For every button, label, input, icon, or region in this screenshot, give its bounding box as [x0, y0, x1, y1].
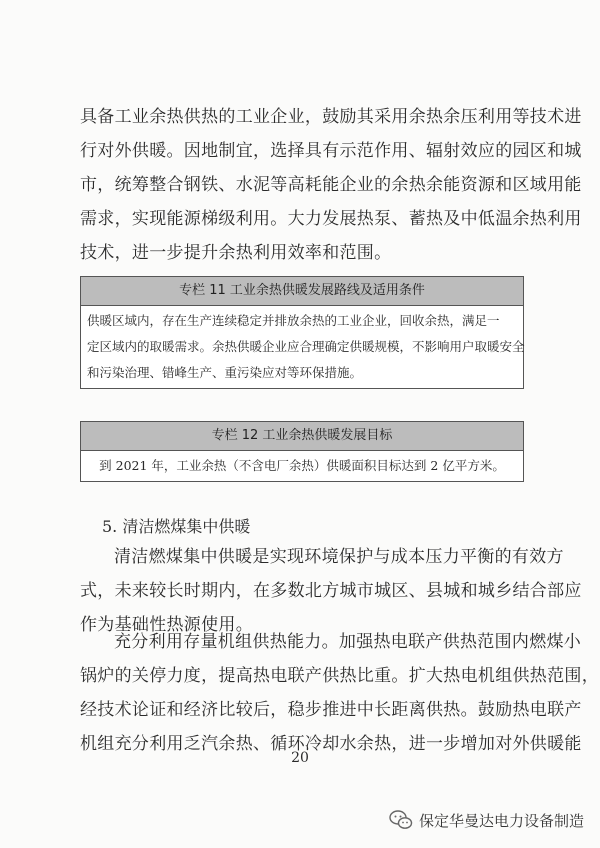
paragraph-existing-units: [80, 625, 599, 761]
box-line: 和污染治理、错峰生产、重污染应对等环保措施。: [87, 365, 363, 380]
page-number: 20: [291, 750, 309, 766]
paragraph-line: 机组充分利用乏汽余热、循环冷却水余热，进一步增加对外供暖能: [80, 734, 582, 754]
section-heading: 5. 清洁燃煤集中供暖: [102, 517, 251, 536]
column-box-12-header: 专栏 12 工业余热供暖发展目标: [81, 422, 523, 451]
paragraph-waste-heat: [80, 100, 582, 270]
wechat-icon: [389, 809, 413, 831]
column-box-11-body: [81, 306, 523, 388]
paragraph-line: 经技术论证和经济比较后，稳步推进中长距离供热。鼓励热电联产: [80, 700, 582, 720]
paragraph-line: 需求，实现能源梯级利用。大力发展热泵、蓄热及中低温余热利用: [80, 209, 582, 229]
paragraph-line: 作为基础性热源使用。: [80, 615, 253, 635]
box-line: 定区域内的取暖需求。余热供暖企业应合理确定供暖规模，不影响用户取暖安全: [87, 339, 525, 354]
paragraph-line: 市，统筹整合钢铁、水泥等高耗能企业的余热余能资源和区域用能: [80, 175, 582, 195]
box-line: 供暖区域内，存在生产连续稳定并排放余热的工业企业，回收余热，满足一: [87, 313, 500, 328]
column-box-12: [80, 421, 524, 482]
paragraph-line: 锅炉的关停力度，提高热电联产供热比重。扩大热电机组供热范围，: [80, 666, 599, 686]
paragraph-line: 清洁燃煤集中供暖是实现环境保护与成本压力平衡的有效方: [114, 547, 564, 567]
paragraph-line: 具备工业余热供热的工业企业，鼓励其采用余热余压利用等技术进: [80, 107, 582, 127]
watermark-text: 保定华曼达电力设备制造: [418, 811, 584, 830]
paragraph-line: 行对外供暖。因地制宜，选择具有示范作用、辐射效应的园区和城: [80, 141, 582, 161]
paragraph-line: 充分利用存量机组供热能力。加强热电联产供热范围内燃煤小: [114, 632, 582, 652]
column-box-12-body: 到 2021 年，工业余热（不含电厂余热）供暖面积目标达到 2 亿平方米。: [99, 458, 505, 473]
column-box-11-header: 专栏 11 工业余热供暖发展路线及适用条件: [81, 277, 523, 306]
watermark: [389, 806, 584, 834]
paragraph-line: 式，未来较长时期内，在多数北方城市城区、县城和城乡结合部应: [80, 581, 582, 601]
column-box-11: [80, 276, 524, 389]
paragraph-line: 技术，进一步提升余热利用效率和范围。: [80, 243, 392, 263]
